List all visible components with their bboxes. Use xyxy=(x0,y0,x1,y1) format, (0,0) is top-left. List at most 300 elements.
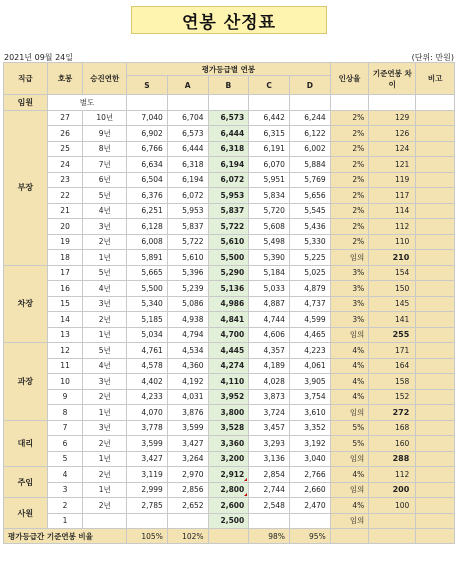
diff-cell: 129 xyxy=(369,110,416,126)
diff-cell: 100 xyxy=(369,498,416,514)
step-cell: 6 xyxy=(47,436,82,452)
table-row xyxy=(4,513,455,529)
table-row xyxy=(4,451,455,467)
note-cell xyxy=(416,141,455,157)
step-cell: 1 xyxy=(47,513,82,529)
note-cell xyxy=(416,436,455,452)
note-cell xyxy=(416,296,455,312)
salary-s-cell: 4,070 xyxy=(127,405,168,421)
salary-b-cell: 5,953 xyxy=(208,188,249,204)
salary-a-cell: 5,837 xyxy=(167,219,208,235)
note-cell xyxy=(416,451,455,467)
note-cell xyxy=(416,265,455,281)
salary-s-cell xyxy=(127,513,168,529)
note-cell xyxy=(416,126,455,142)
header-rate: 인상율 xyxy=(330,63,369,95)
table-row xyxy=(4,203,455,219)
note-cell xyxy=(416,405,455,421)
diff-cell: 112 xyxy=(369,219,416,235)
note-cell xyxy=(416,250,455,266)
step-cell: 14 xyxy=(47,312,82,328)
diff-cell: 112 xyxy=(369,467,416,483)
years-cell: 2년 xyxy=(83,436,127,452)
salary-d-cell: 2,470 xyxy=(289,498,330,514)
diff-cell: 117 xyxy=(369,188,416,204)
note-cell xyxy=(416,188,455,204)
salary-s-cell: 5,665 xyxy=(127,265,168,281)
salary-d-cell: 5,656 xyxy=(289,188,330,204)
salary-c-cell: 2,854 xyxy=(249,467,290,483)
rate-cell: 4% xyxy=(330,467,369,483)
salary-d-cell: 3,040 xyxy=(289,451,330,467)
salary-d-cell: 3,610 xyxy=(289,405,330,421)
note-cell xyxy=(416,482,455,498)
date-label: 2021년 09월 24일 xyxy=(4,53,73,62)
step-cell: 11 xyxy=(47,358,82,374)
salary-c-cell: 4,357 xyxy=(249,343,290,359)
salary-d-cell: 4,223 xyxy=(289,343,330,359)
table-row xyxy=(4,498,455,514)
salary-c-cell: 5,951 xyxy=(249,172,290,188)
diff-cell: 141 xyxy=(369,312,416,328)
salary-a-cell: 3,264 xyxy=(167,451,208,467)
salary-d-cell: 3,352 xyxy=(289,420,330,436)
salary-s-cell: 4,402 xyxy=(127,374,168,390)
step-cell: 21 xyxy=(47,203,82,219)
salary-d-cell: 5,884 xyxy=(289,157,330,173)
years-cell: 3년 xyxy=(83,374,127,390)
salary-c-cell: 5,498 xyxy=(249,234,290,250)
salary-s-cell: 5,500 xyxy=(127,281,168,297)
salary-c-cell: 4,189 xyxy=(249,358,290,374)
salary-s-cell: 3,778 xyxy=(127,420,168,436)
salary-d-cell: 5,330 xyxy=(289,234,330,250)
table-row xyxy=(4,358,455,374)
salary-b-cell: 5,136 xyxy=(208,281,249,297)
years-cell: 3년 xyxy=(83,420,127,436)
diff-cell: 171 xyxy=(369,343,416,359)
salary-d-cell: 4,465 xyxy=(289,327,330,343)
salary-a-cell: 5,610 xyxy=(167,250,208,266)
salary-s-cell: 4,761 xyxy=(127,343,168,359)
rate-cell: 2% xyxy=(330,188,369,204)
salary-table xyxy=(3,62,455,544)
diff-cell: 200 xyxy=(369,482,416,498)
note-cell xyxy=(416,157,455,173)
rate-cell: 4% xyxy=(330,358,369,374)
step-cell: 12 xyxy=(47,343,82,359)
note-cell xyxy=(416,358,455,374)
grade-cell: 부장 xyxy=(4,110,48,265)
salary-s-cell: 5,891 xyxy=(127,250,168,266)
salary-a-cell: 6,704 xyxy=(167,110,208,126)
salary-a-cell: 3,427 xyxy=(167,436,208,452)
table-row xyxy=(4,126,455,142)
note-cell xyxy=(416,281,455,297)
table-row xyxy=(4,219,455,235)
rate-cell: 임의 xyxy=(330,451,369,467)
table-row xyxy=(4,141,455,157)
salary-s-cell: 6,902 xyxy=(127,126,168,142)
salary-b-cell: 5,610 xyxy=(208,234,249,250)
salary-d-cell: 2,660 xyxy=(289,482,330,498)
step-cell: 15 xyxy=(47,296,82,312)
rate-cell: 5% xyxy=(330,436,369,452)
step-cell: 10 xyxy=(47,374,82,390)
table-row xyxy=(4,374,455,390)
years-cell: 2년 xyxy=(83,498,127,514)
salary-s-cell: 3,599 xyxy=(127,436,168,452)
diff-cell: 164 xyxy=(369,358,416,374)
step-cell: 8 xyxy=(47,405,82,421)
salary-a-cell: 3,876 xyxy=(167,405,208,421)
table-row xyxy=(4,250,455,266)
header-s: S xyxy=(127,76,168,95)
salary-s-cell: 6,008 xyxy=(127,234,168,250)
years-cell: 5년 xyxy=(83,188,127,204)
salary-s-cell: 5,185 xyxy=(127,312,168,328)
step-cell: 13 xyxy=(47,327,82,343)
salary-a-cell: 4,192 xyxy=(167,374,208,390)
salary-a-cell: 5,086 xyxy=(167,296,208,312)
years-cell: 1년 xyxy=(83,482,127,498)
salary-d-cell: 4,879 xyxy=(289,281,330,297)
salary-s-cell: 6,128 xyxy=(127,219,168,235)
salary-a-cell: 5,239 xyxy=(167,281,208,297)
diff-cell: 158 xyxy=(369,374,416,390)
diff-cell: 152 xyxy=(369,389,416,405)
years-cell: 1년 xyxy=(83,451,127,467)
salary-a-cell: 5,396 xyxy=(167,265,208,281)
salary-d-cell: 5,225 xyxy=(289,250,330,266)
footer-c: 98% xyxy=(249,529,290,544)
page-title: 연봉 산정표 xyxy=(181,12,277,33)
salary-s-cell: 6,504 xyxy=(127,172,168,188)
salary-b-cell: 2,912 xyxy=(208,467,249,483)
diff-cell: 154 xyxy=(369,265,416,281)
note-cell xyxy=(416,420,455,436)
table-row xyxy=(4,436,455,452)
grade-cell: 주임 xyxy=(4,467,48,498)
executive-row xyxy=(4,95,455,111)
rate-cell: 2% xyxy=(330,219,369,235)
header-note: 비고 xyxy=(416,63,455,95)
salary-a-cell: 6,573 xyxy=(167,126,208,142)
rate-cell: 2% xyxy=(330,234,369,250)
rate-cell: 3% xyxy=(330,312,369,328)
years-cell: 5년 xyxy=(83,265,127,281)
note-cell xyxy=(416,498,455,514)
step-cell: 20 xyxy=(47,219,82,235)
salary-c-cell: 2,548 xyxy=(249,498,290,514)
diff-cell: 160 xyxy=(369,436,416,452)
table-row xyxy=(4,234,455,250)
diff-cell: 210 xyxy=(369,250,416,266)
years-cell: 3년 xyxy=(83,296,127,312)
salary-c-cell: 4,744 xyxy=(249,312,290,328)
salary-a-cell: 5,953 xyxy=(167,203,208,219)
table-row xyxy=(4,420,455,436)
years-cell: 8년 xyxy=(83,141,127,157)
diff-cell: 255 xyxy=(369,327,416,343)
step-cell: 26 xyxy=(47,126,82,142)
salary-d-cell: 6,244 xyxy=(289,110,330,126)
footer-row xyxy=(4,529,455,544)
footer-label: 평가등급간 기준연봉 비율 xyxy=(4,529,127,544)
salary-a-cell: 2,856 xyxy=(167,482,208,498)
salary-s-cell: 2,999 xyxy=(127,482,168,498)
salary-c-cell: 2,744 xyxy=(249,482,290,498)
step-cell: 27 xyxy=(47,110,82,126)
rate-cell: 임의 xyxy=(330,327,369,343)
salary-a-cell: 4,534 xyxy=(167,343,208,359)
salary-a-cell: 6,444 xyxy=(167,141,208,157)
rate-cell: 임의 xyxy=(330,513,369,529)
header-step: 호봉 xyxy=(47,63,82,95)
grade-cell: 차장 xyxy=(4,265,48,343)
grade-cell: 대리 xyxy=(4,420,48,467)
salary-b-cell: 3,952 xyxy=(208,389,249,405)
salary-b-cell: 4,700 xyxy=(208,327,249,343)
salary-c-cell: 3,293 xyxy=(249,436,290,452)
salary-b-cell: 5,722 xyxy=(208,219,249,235)
note-cell xyxy=(416,374,455,390)
salary-c-cell: 3,457 xyxy=(249,420,290,436)
salary-c-cell: 6,070 xyxy=(249,157,290,173)
table-row xyxy=(4,389,455,405)
salary-b-cell: 6,573 xyxy=(208,110,249,126)
diff-cell: 288 xyxy=(369,451,416,467)
salary-a-cell: 6,194 xyxy=(167,172,208,188)
grade-cell: 임원 xyxy=(4,95,48,111)
years-cell: 6년 xyxy=(83,172,127,188)
salary-b-cell: 5,290 xyxy=(208,265,249,281)
salary-b-cell: 3,800 xyxy=(208,405,249,421)
salary-b-cell: 6,072 xyxy=(208,172,249,188)
salary-c-cell: 6,191 xyxy=(249,141,290,157)
years-cell: 1년 xyxy=(83,327,127,343)
years-cell: 2년 xyxy=(83,467,127,483)
note-cell xyxy=(416,203,455,219)
note-cell xyxy=(416,327,455,343)
salary-d-cell: 3,905 xyxy=(289,374,330,390)
rate-cell: 2% xyxy=(330,203,369,219)
salary-c-cell: 6,315 xyxy=(249,126,290,142)
salary-c-cell: 4,028 xyxy=(249,374,290,390)
diff-cell: 110 xyxy=(369,234,416,250)
years-cell: 4년 xyxy=(83,358,127,374)
salary-s-cell: 3,119 xyxy=(127,467,168,483)
header-grade: 직급 xyxy=(4,63,48,95)
salary-s-cell: 6,251 xyxy=(127,203,168,219)
salary-d-cell xyxy=(289,513,330,529)
table-row xyxy=(4,467,455,483)
years-cell: 5년 xyxy=(83,343,127,359)
years-cell: 2년 xyxy=(83,312,127,328)
diff-cell: 168 xyxy=(369,420,416,436)
years-cell: 7년 xyxy=(83,157,127,173)
header-years: 승진연한 xyxy=(83,63,127,95)
salary-b-cell: 3,360 xyxy=(208,436,249,452)
rate-cell: 4% xyxy=(330,498,369,514)
note-cell xyxy=(416,513,455,529)
executive-step: 별도 xyxy=(47,95,126,111)
note-cell xyxy=(416,172,455,188)
table-row xyxy=(4,188,455,204)
rate-cell: 4% xyxy=(330,389,369,405)
salary-d-cell: 4,737 xyxy=(289,296,330,312)
salary-s-cell: 6,376 xyxy=(127,188,168,204)
rate-cell: 2% xyxy=(330,110,369,126)
salary-c-cell: 3,724 xyxy=(249,405,290,421)
footer-b xyxy=(208,529,249,544)
rate-cell: 3% xyxy=(330,265,369,281)
rate-cell: 2% xyxy=(330,126,369,142)
title-box xyxy=(131,6,327,34)
salary-a-cell: 2,652 xyxy=(167,498,208,514)
diff-cell: 145 xyxy=(369,296,416,312)
note-cell xyxy=(416,219,455,235)
salary-d-cell: 3,754 xyxy=(289,389,330,405)
step-cell: 19 xyxy=(47,234,82,250)
diff-cell: 121 xyxy=(369,157,416,173)
footer-a: 102% xyxy=(167,529,208,544)
step-cell: 9 xyxy=(47,389,82,405)
unit-label: (단위: 만원) xyxy=(411,53,454,62)
diff-cell: 150 xyxy=(369,281,416,297)
salary-b-cell: 2,500 xyxy=(208,513,249,529)
table-row xyxy=(4,110,455,126)
note-cell xyxy=(416,467,455,483)
note-cell xyxy=(416,312,455,328)
step-cell: 24 xyxy=(47,157,82,173)
salary-d-cell: 6,122 xyxy=(289,126,330,142)
salary-b-cell: 4,274 xyxy=(208,358,249,374)
note-cell xyxy=(416,389,455,405)
salary-b-cell: 2,600 xyxy=(208,498,249,514)
rate-cell: 3% xyxy=(330,296,369,312)
years-cell: 4년 xyxy=(83,203,127,219)
salary-b-cell: 4,445 xyxy=(208,343,249,359)
salary-s-cell: 4,578 xyxy=(127,358,168,374)
rate-cell: 2% xyxy=(330,141,369,157)
salary-a-cell: 6,072 xyxy=(167,188,208,204)
salary-c-cell: 4,887 xyxy=(249,296,290,312)
table-row xyxy=(4,327,455,343)
salary-d-cell: 6,002 xyxy=(289,141,330,157)
header-diff: 기준연봉 차이 xyxy=(369,63,416,95)
salary-c-cell: 5,720 xyxy=(249,203,290,219)
table-row xyxy=(4,157,455,173)
salary-d-cell: 4,061 xyxy=(289,358,330,374)
salary-s-cell: 4,233 xyxy=(127,389,168,405)
rate-cell: 임의 xyxy=(330,405,369,421)
rate-cell: 2% xyxy=(330,157,369,173)
salary-a-cell xyxy=(167,513,208,529)
salary-c-cell: 5,184 xyxy=(249,265,290,281)
table-row xyxy=(4,343,455,359)
salary-a-cell: 3,599 xyxy=(167,420,208,436)
salary-c-cell: 3,873 xyxy=(249,389,290,405)
years-cell: 1년 xyxy=(83,250,127,266)
years-cell: 2년 xyxy=(83,389,127,405)
salary-b-cell: 4,841 xyxy=(208,312,249,328)
salary-b-cell: 6,444 xyxy=(208,126,249,142)
years-cell xyxy=(83,513,127,529)
header-c: C xyxy=(249,76,290,95)
salary-b-cell: 3,528 xyxy=(208,420,249,436)
salary-s-cell: 5,340 xyxy=(127,296,168,312)
salary-b-cell: 6,194 xyxy=(208,157,249,173)
salary-b-cell: 5,500 xyxy=(208,250,249,266)
salary-d-cell: 5,769 xyxy=(289,172,330,188)
salary-a-cell: 4,938 xyxy=(167,312,208,328)
salary-b-cell: 6,318 xyxy=(208,141,249,157)
step-cell: 5 xyxy=(47,451,82,467)
rate-cell: 임의 xyxy=(330,482,369,498)
step-cell: 7 xyxy=(47,420,82,436)
salary-s-cell: 3,427 xyxy=(127,451,168,467)
salary-s-cell: 2,785 xyxy=(127,498,168,514)
salary-c-cell: 5,608 xyxy=(249,219,290,235)
note-cell xyxy=(416,343,455,359)
diff-cell: 114 xyxy=(369,203,416,219)
rate-cell: 4% xyxy=(330,374,369,390)
years-cell: 4년 xyxy=(83,281,127,297)
salary-c-cell: 6,442 xyxy=(249,110,290,126)
step-cell: 23 xyxy=(47,172,82,188)
step-cell: 25 xyxy=(47,141,82,157)
diff-cell: 272 xyxy=(369,405,416,421)
step-cell: 4 xyxy=(47,467,82,483)
table-row xyxy=(4,405,455,421)
salary-a-cell: 4,360 xyxy=(167,358,208,374)
salary-d-cell: 2,766 xyxy=(289,467,330,483)
step-cell: 18 xyxy=(47,250,82,266)
table-row xyxy=(4,281,455,297)
header-eval-group: 평가등급별 연봉 xyxy=(127,63,331,76)
step-cell: 16 xyxy=(47,281,82,297)
salary-s-cell: 5,034 xyxy=(127,327,168,343)
rate-cell: 3% xyxy=(330,281,369,297)
rate-cell: 2% xyxy=(330,172,369,188)
salary-d-cell: 4,599 xyxy=(289,312,330,328)
years-cell: 3년 xyxy=(83,219,127,235)
salary-d-cell: 5,436 xyxy=(289,219,330,235)
footer-s: 105% xyxy=(127,529,168,544)
diff-cell: 126 xyxy=(369,126,416,142)
salary-b-cell: 3,200 xyxy=(208,451,249,467)
note-cell xyxy=(416,234,455,250)
salary-a-cell: 4,031 xyxy=(167,389,208,405)
step-cell: 3 xyxy=(47,482,82,498)
step-cell: 2 xyxy=(47,498,82,514)
grade-cell: 과장 xyxy=(4,343,48,421)
table-row xyxy=(4,172,455,188)
header-d: D xyxy=(289,76,330,95)
salary-s-cell: 6,766 xyxy=(127,141,168,157)
salary-a-cell: 5,722 xyxy=(167,234,208,250)
rate-cell: 5% xyxy=(330,420,369,436)
table-row xyxy=(4,312,455,328)
salary-c-cell: 5,390 xyxy=(249,250,290,266)
rate-cell: 4% xyxy=(330,343,369,359)
salary-b-cell: 5,837 xyxy=(208,203,249,219)
header-a: A xyxy=(167,76,208,95)
salary-b-cell: 4,986 xyxy=(208,296,249,312)
years-cell: 9년 xyxy=(83,126,127,142)
note-cell xyxy=(416,110,455,126)
